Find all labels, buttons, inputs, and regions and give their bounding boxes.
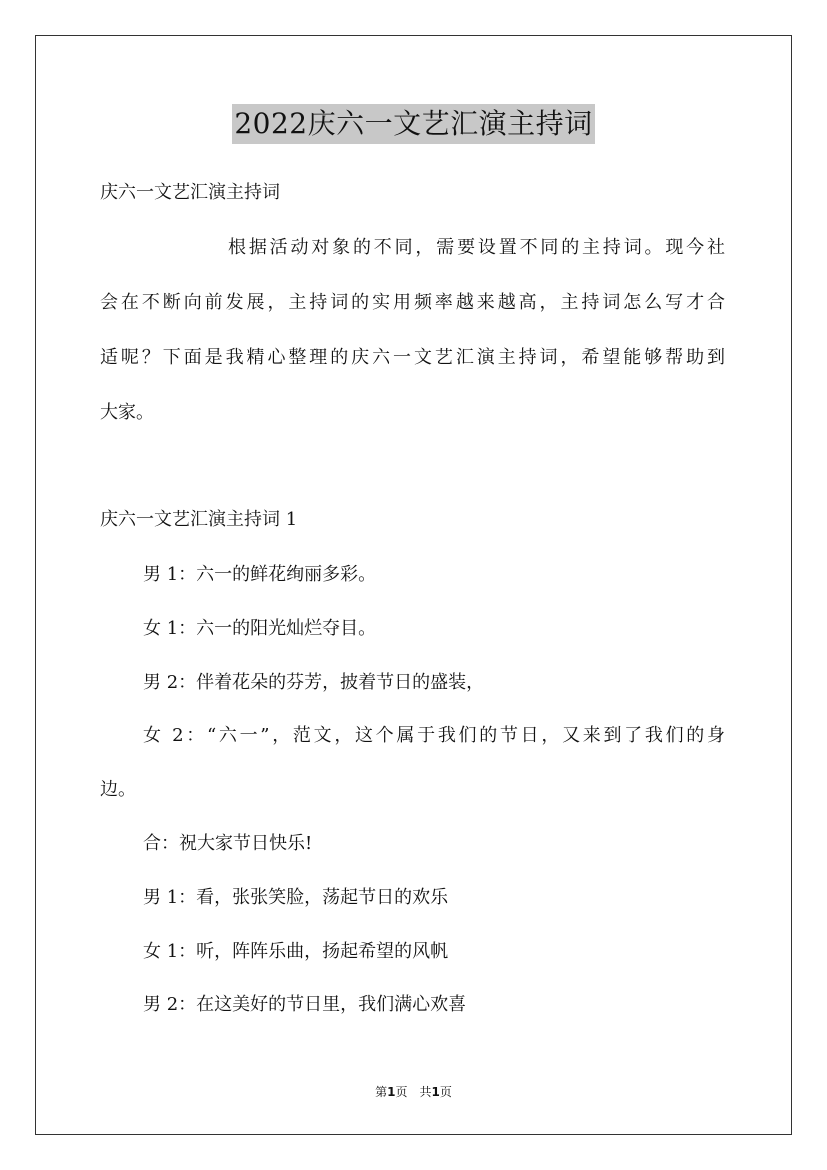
dialogue-line: 男 1：看，张张笑脸，荡起节日的欢乐 (143, 887, 449, 908)
dialogue-line: 合：祝大家节日快乐! (143, 833, 313, 854)
dialogue-line: 边。 (100, 779, 136, 800)
intro-line-2: 会在不断向前发展，主持词的实用频率越来越高，主持词怎么写才合 (100, 292, 725, 313)
dialogue-line: 男 1：六一的鲜花绚丽多彩。 (143, 564, 377, 585)
page-number: 1 (387, 1085, 396, 1099)
dialogue-line: 女 2：“六一”，范文，这个属于我们的节日，又来到了我们的身 (143, 725, 725, 746)
page-footer: 第1页 共1页 (375, 1085, 452, 1099)
section-heading: 庆六一文艺汇演主持词 1 (100, 509, 298, 530)
dialogue-line: 女 1：听，阵阵乐曲，扬起希望的风帆 (143, 941, 449, 962)
page-total: 1 (431, 1085, 440, 1099)
intro-line-3: 适呢？下面是我精心整理的庆六一文艺汇演主持词，希望能够帮助到 (100, 347, 725, 368)
dialogue-line: 女 1：六一的阳光灿烂夺目。 (143, 618, 377, 639)
document-title: 2022庆六一文艺汇演主持词 (0, 102, 827, 144)
intro-line-1: 根据活动对象的不同，需要设置不同的主持词。现今社 (228, 237, 725, 258)
dialogue-line: 男 2：在这美好的节日里，我们满心欢喜 (143, 994, 467, 1015)
intro-line-4: 大家。 (100, 402, 154, 423)
dialogue-line: 男 2：伴着花朵的芬芳，披着节日的盛装， (143, 672, 485, 693)
subtitle: 庆六一文艺汇演主持词 (100, 182, 280, 203)
